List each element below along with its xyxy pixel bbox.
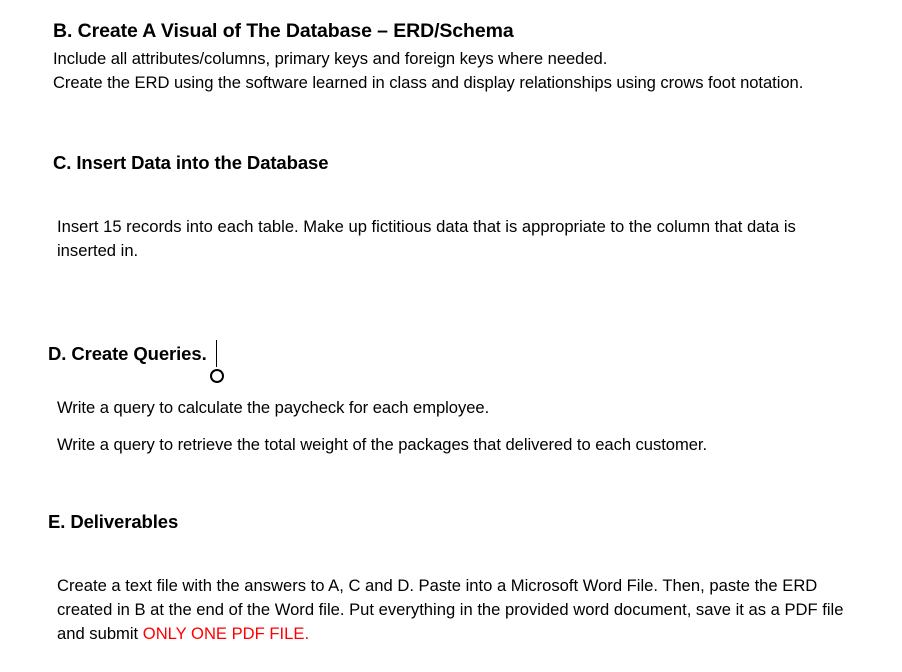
section-d-line-1: Write a query to calculate the paycheck for each employee. (57, 398, 490, 417)
section-c-paragraph: Insert 15 records into each table. Make up fictitious data that is appropriate to the column that data is inserted in. (57, 217, 796, 260)
text-cursor (216, 340, 217, 367)
section-d-line-2: Write a query to retrieve the total weight of the packages that delivered to each customer. (57, 435, 708, 454)
section-e-highlight: ONLY ONE PDF FILE. (142, 624, 310, 643)
section-e-paragraph (57, 574, 867, 646)
section-c-heading: C. Insert Data into the Database (53, 152, 329, 173)
section-b-heading: B. Create A Visual of The Database – ERD/Schema (53, 20, 514, 42)
section-b-line-2: Create the ERD using the software learned in class and display relationships using crows foot notation. (53, 73, 804, 92)
section-e-paragraph-text: Create a text file with the answers to A, C and D. Paste into a Microsoft Word File. Then, paste the ERD created in B at the end of the Word file. Put everything in the provided word document, save it as a PDF file and submit (57, 576, 844, 643)
section-d-heading: D. Create Queries. (48, 343, 207, 364)
section-b-line-1: Include all attributes/columns, primary keys and foreign keys where needed. (53, 49, 608, 68)
cursor-handle-icon[interactable] (210, 369, 224, 383)
section-e-heading: E. Deliverables (48, 511, 179, 532)
